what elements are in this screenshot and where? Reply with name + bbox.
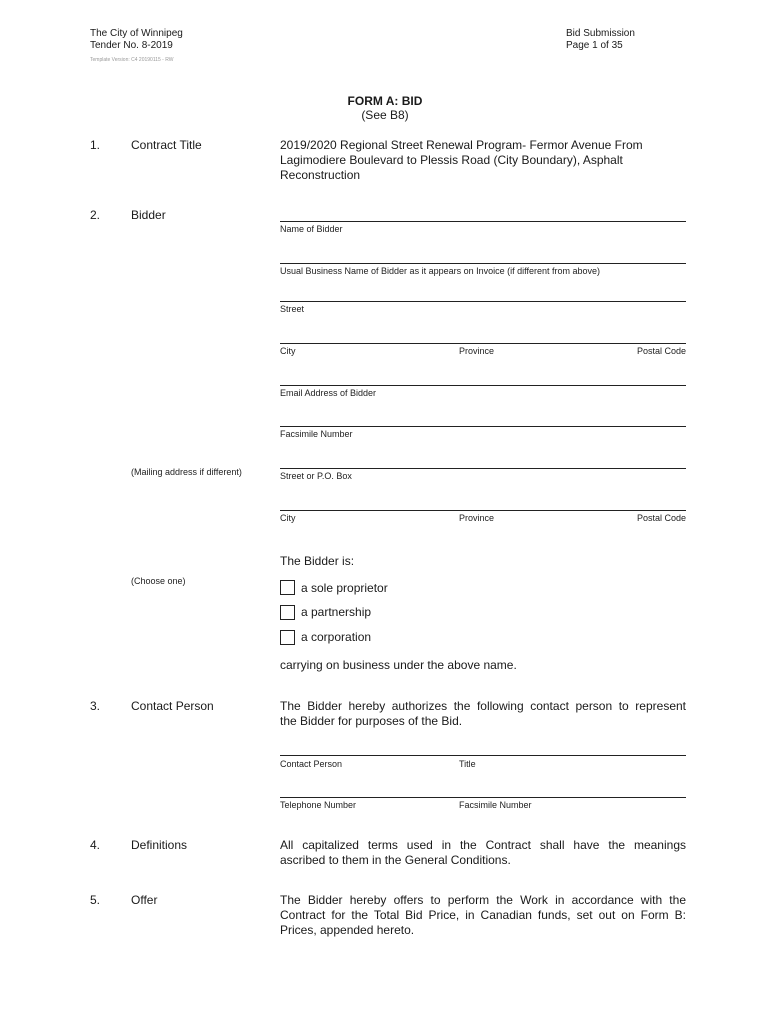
- section-1-number: 1.: [90, 138, 101, 152]
- contact-text-line: the Bidder for purposes of the Bid.: [280, 714, 463, 728]
- city-province-postal-field[interactable]: [280, 343, 686, 344]
- section-3-heading: Contact Person: [131, 699, 214, 713]
- page-number: Page 1 of 35: [566, 40, 623, 51]
- business-name-field[interactable]: [280, 263, 686, 264]
- contract-title-text: [280, 138, 643, 183]
- form-subtitle: (See B8): [361, 108, 409, 122]
- mailing-street-field[interactable]: [280, 468, 686, 469]
- form-title: FORM A: BID: [347, 94, 423, 108]
- partnership-checkbox[interactable]: [280, 605, 295, 620]
- bidder-name-label: Name of Bidder: [280, 224, 343, 234]
- business-name-label: Usual Business Name of Bidder as it appears on Invoice (if different from above): [280, 266, 600, 276]
- offer-text-line: The Bidder hereby offers to perform the Work in accordance with the: [280, 893, 686, 907]
- definitions-text-line: All capitalized terms used in the Contract shall have the meanings: [280, 838, 686, 852]
- contract-title-line: 2019/2020 Regional Street Renewal Program- Fermor Avenue From: [280, 138, 643, 152]
- city-label: City: [280, 346, 296, 356]
- header-left: [90, 28, 183, 52]
- fax-field[interactable]: [280, 426, 686, 427]
- contact-person-text: [280, 699, 686, 729]
- sole-proprietor-label: a sole proprietor: [301, 581, 388, 595]
- section-5-number: 5.: [90, 893, 101, 907]
- choose-one-note: (Choose one): [131, 576, 186, 586]
- section-1-heading: Contract Title: [131, 138, 202, 152]
- section-4-number: 4.: [90, 838, 101, 852]
- mailing-province-label: Province: [459, 513, 495, 523]
- fax-label: Facsimile Number: [280, 429, 353, 439]
- bidder-name-field[interactable]: [280, 221, 686, 222]
- offer-text: [280, 893, 686, 938]
- offer-text-line: Prices, appended hereto.: [280, 923, 415, 937]
- mailing-postal-code-label: Postal Code: [636, 513, 686, 523]
- contact-fax-label: Facsimile Number: [459, 800, 532, 810]
- bidder-is-text: The Bidder is:: [280, 554, 355, 568]
- carrying-on-business-text: carrying on business under the above name.: [280, 658, 517, 672]
- sole-proprietor-checkbox[interactable]: [280, 580, 295, 595]
- section-4-heading: Definitions: [131, 838, 188, 852]
- definitions-text: [280, 838, 686, 868]
- email-label: Email Address of Bidder: [280, 388, 377, 398]
- corporation-checkbox[interactable]: [280, 630, 295, 645]
- street-label: Street: [280, 304, 305, 314]
- header-right: [566, 28, 635, 52]
- corporation-label: a corporation: [301, 630, 372, 644]
- telephone-fax-field[interactable]: [280, 797, 686, 798]
- tender-number: Tender No. 8-2019: [90, 40, 173, 51]
- mailing-city-label: City: [280, 513, 296, 523]
- section-2-heading: Bidder: [131, 208, 166, 222]
- street-field[interactable]: [280, 301, 686, 302]
- bid-submission-label: Bid Submission: [566, 28, 635, 39]
- telephone-number-label: Telephone Number: [280, 800, 357, 810]
- mailing-city-province-postal-field[interactable]: [280, 510, 686, 511]
- definitions-text-line: ascribed to them in the General Conditions.: [280, 853, 511, 867]
- section-5-heading: Offer: [131, 893, 158, 907]
- title-label: Title: [459, 759, 476, 769]
- contact-text-line: The Bidder hereby authorizes the following contact person to represent: [280, 699, 686, 713]
- mailing-street-label: Street or P.O. Box: [280, 471, 352, 481]
- mailing-address-note: (Mailing address if different): [131, 467, 242, 477]
- contact-person-label: Contact Person: [280, 759, 343, 769]
- contract-title-line: Lagimodiere Boulevard to Plessis Road (City Boundary), Asphalt: [280, 153, 623, 167]
- offer-text-line: Contract for the Total Bid Price, in Canadian funds, set out on Form B:: [280, 908, 686, 922]
- partnership-label: a partnership: [301, 605, 372, 619]
- city-name: The City of Winnipeg: [90, 28, 183, 39]
- template-version: Template Version: C4 20190115 - RW: [90, 57, 174, 63]
- section-2-number: 2.: [90, 208, 101, 222]
- section-3-number: 3.: [90, 699, 101, 713]
- postal-code-label: Postal Code: [636, 346, 686, 356]
- contract-title-line: Reconstruction: [280, 168, 361, 182]
- contact-person-title-field[interactable]: [280, 755, 686, 756]
- province-label: Province: [459, 346, 495, 356]
- email-field[interactable]: [280, 385, 686, 386]
